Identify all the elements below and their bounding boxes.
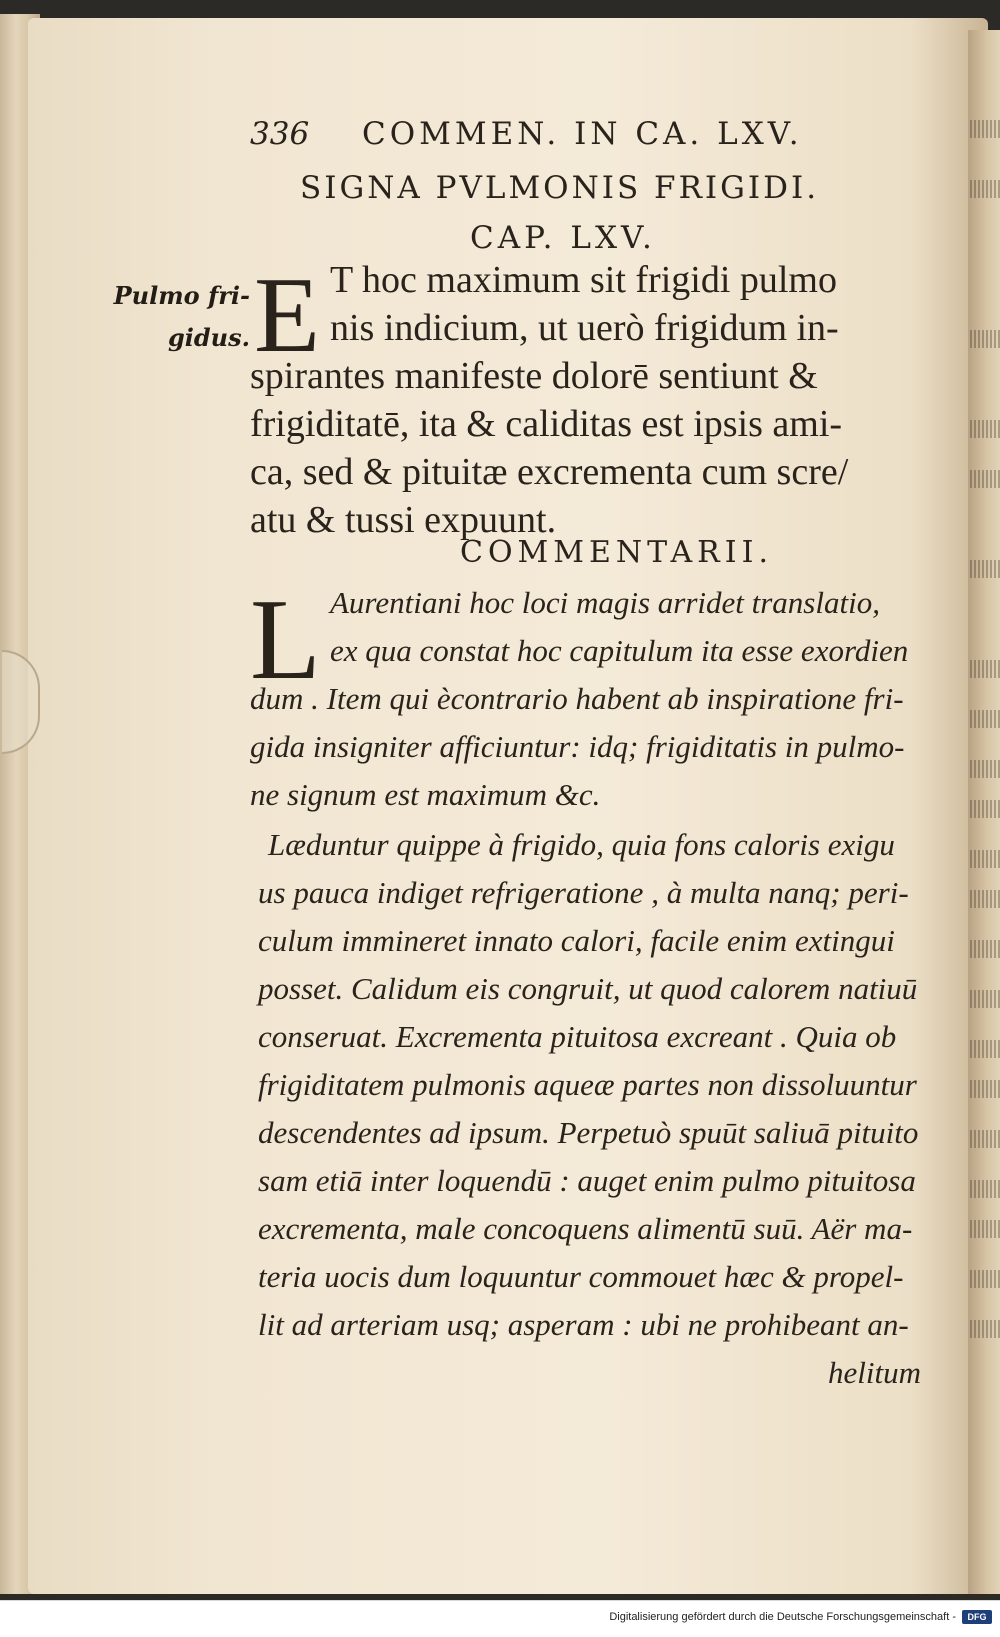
commentary-heading: COMMENTARII.: [460, 535, 773, 570]
commentary-line: descendentes ad ipsum. Perpetuò spuūt saliuā pituito: [258, 1115, 919, 1150]
commentary-line: dum . Item qui ècontrario habent ab inspiratione fri-: [250, 681, 904, 716]
commentary-line: Aurentiani hoc loci magis arridet translatio,: [330, 585, 880, 620]
commentary-line: posset. Calidum eis congruit, ut quod calorem natiuū: [258, 971, 918, 1006]
text-line: T hoc maximum sit frigidi pulmo: [330, 259, 837, 301]
text-dropcap: E: [254, 256, 320, 375]
chapter-number: CAP. LXV.: [470, 220, 656, 256]
commentary-line: conseruat. Excrementa pituitosa excreant . Quia ob: [258, 1019, 897, 1054]
chapter-heading: SIGNA PVLMONIS FRIGIDI.: [300, 170, 820, 206]
running-title: COMMEN. IN CA. LXV.: [362, 116, 803, 152]
text-line: ca, sed & pituitæ excrementa cum scre/: [250, 451, 849, 493]
commentary-line: sam etiā inter loquendū : auget enim pulmo pituitosa: [258, 1163, 916, 1198]
commentary-line: lit ad arteriam usq; asperam : ubi ne prohibeant an-: [258, 1307, 909, 1342]
commentary-line: Læduntur quippe à frigido, quia fons caloris exigu: [268, 827, 895, 862]
catchword: helitum: [828, 1355, 921, 1390]
page-number: 336: [250, 116, 310, 152]
margin-note-line: Pulmo fri-: [113, 281, 250, 310]
footer-bar: [0, 1600, 1000, 1637]
commentary-line: teria uocis dum loquuntur commouet hæc & propel-: [258, 1259, 904, 1294]
margin-note-line: gidus.: [168, 323, 250, 352]
commentary-line: gida insigniter afficiuntur: idq; frigiditatis in pulmo-: [250, 729, 905, 764]
commentary-dropcap: L: [250, 576, 321, 704]
commentary-line: culum immineret innato calori, facile enim extingui: [258, 923, 895, 958]
commentary-line: ne signum est maximum &c.: [250, 777, 601, 812]
commentary-line: excrementa, male concoquens alimentū suū. Aër ma-: [258, 1211, 913, 1246]
text-line: spirantes manifeste dolorē sentiunt &: [250, 355, 818, 397]
margin-note: [110, 275, 250, 359]
text-line: nis indicium, ut uerò frigidum in-: [330, 307, 839, 349]
funding-notice: Digitalisierung gefördert durch die Deutsche Forschungsgemeinschaft -: [609, 1611, 956, 1623]
commentary-line: us pauca indiget refrigeratione , à multa nanq; peri-: [258, 875, 909, 910]
commentary-line: ex qua constat hoc capitulum ita esse exordien: [330, 633, 909, 668]
text-line: frigiditatē, ita & caliditas est ipsis ami-: [250, 403, 843, 445]
dfg-logo: DFG: [962, 1610, 992, 1624]
commentary-line: frigiditatem pulmonis aqueæ partes non dissoluuntur: [258, 1067, 917, 1102]
text-line: atu & tussi expuunt.: [250, 499, 557, 541]
running-head: [250, 116, 910, 156]
